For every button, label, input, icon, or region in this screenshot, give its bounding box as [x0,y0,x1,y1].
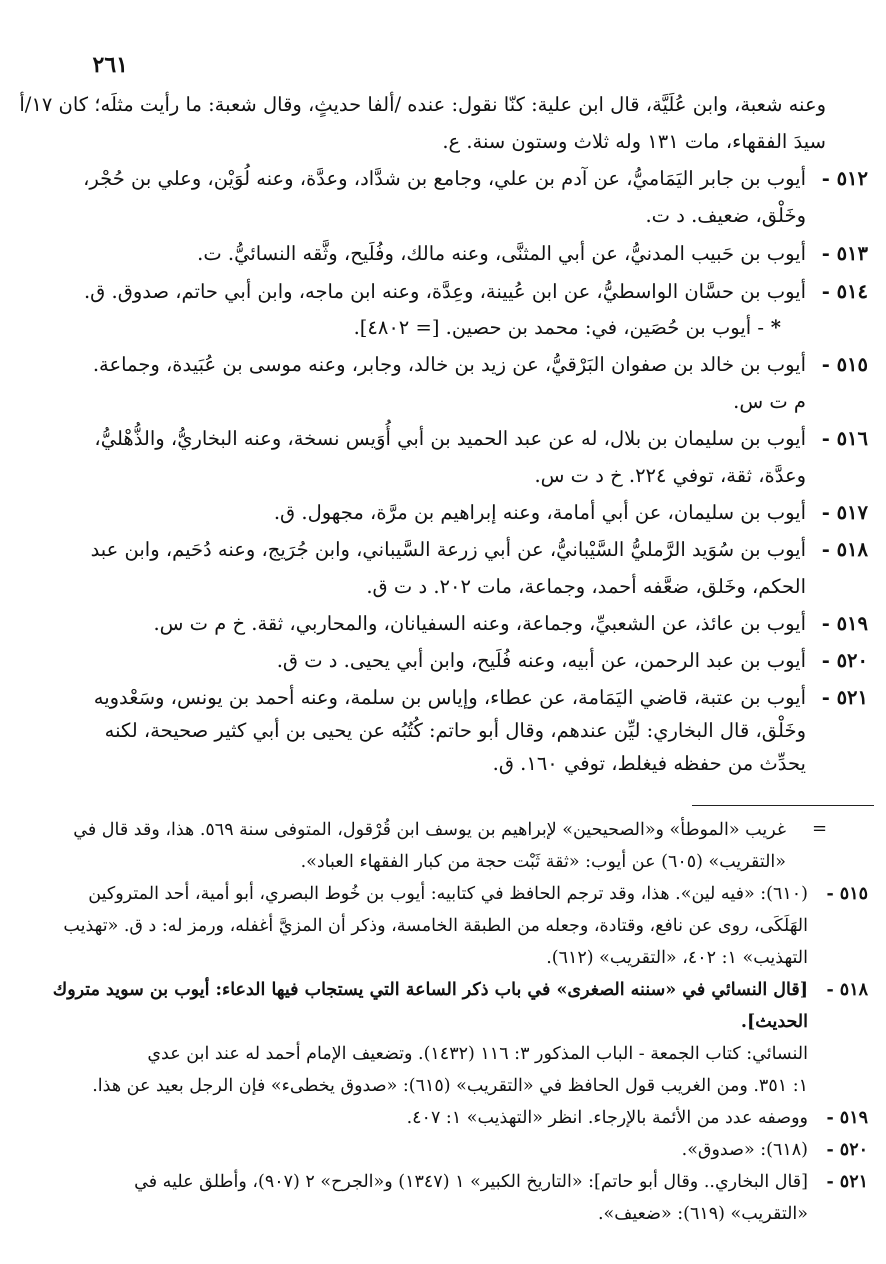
footnote-line: الهَلَكَى، روى عن نافع، وقتادة، وجعله من الطبقة الخامسة، وذكر أن المزيَّ أغفله، ورمز له: د ق. «تهذيب [63,916,808,936]
footnote-separator [692,805,874,806]
footnote-line: ١: ٣٥١. ومن الغريب قول الحافظ في «التقريب» (٦١٥): «صدوق يخطىء» فإن الرجل بعيد عن هذا. [92,1076,808,1096]
footnote-number: ٥١٩ - [826,1108,868,1128]
entry-line: أيوب بن عائذ، عن الشعبيِّ، وجماعة، وعنه السفيانان، والمحاربي، ثقة. خ م ت س. [153,612,806,635]
entry-line: م ت س. [733,390,806,413]
footnote-line: [قال النسائي في «سننه الصغرى» في باب ذكر الساعة التي يستجاب فيها الدعاء: أيوب بن سويد متروك [52,980,808,1000]
entry-number: ٥١٩ - [821,612,868,635]
entry-number: ٥٢١ - [821,686,868,709]
entry-line: الحكم، وخَلق، ضعَّفه أحمد، وجماعة، مات ٢٠٢. د ت ق. [366,575,806,598]
entry-number: ٥١٦ - [821,427,868,450]
footnote-number: ٥٢١ - [826,1172,868,1192]
entry-line: أيوب بن حَبيب المدنيُّ، عن أبي المثنَّى، وعنه مالك، وفُلَيح، وثَّقه النسائيُّ. ت. [197,242,806,265]
footnote-line: «التقريب» (٦١٩): «ضعيف». [597,1204,808,1224]
entry-number: ٥٢٠ - [821,649,868,672]
footnote-line: (٦١٨): «صدوق». [681,1140,808,1160]
entry-line: أيوب بن سُوَيد الرَّمليُّ السَّيْبانيُّ، عن أبي زرعة السَّيباني، وابن جُرَيج، وعنه دُحَيم، وابن عبد [90,538,806,561]
entry-line: - أيوب بن حُصَين، في: محمد بن حصين. [= ٤٨٠٢]. [353,316,764,339]
footnote-line: (٦١٠): «فيه لين». هذا، وقد ترجم الحافظ في كتابيه: أيوب بن خُوط البصري، أبو أمية، أحد المتروكين [88,884,808,904]
entry-line: وعدَّة، ثقة، توفي ٢٢٤. خ د ت س. [534,464,806,487]
entry-line: أيوب بن سليمان بن بلال، له عن عبد الحميد بن أبي أُوَيس نسخة، وعنه البخاريُّ، والذُّهْليُّ، [94,427,806,450]
entry-number: ٥١٢ - [821,167,868,190]
entry-number: ٥١٣ - [821,242,868,265]
entry-line: أيوب بن جابر اليَمَاميُّ، عن آدم بن علي، وجامع بن شدَّاد، وعدَّة، وعنه لُوَيْن، وعلي بن حُجْر، [83,167,806,190]
entry-star: * [770,316,781,339]
entry-line: وخَلْق، ضعيف. د ت. [645,204,806,227]
footnote-line: التهذيب» ١: ٤٠٢، «التقريب» (٦١٢). [546,948,808,968]
entry-line: وعنه شعبة، وابن عُلَيَّة، قال ابن علية: كنّا نقول: عنده /ألفا حديثٍ، وقال شعبة: ما رأيت مثلَه؛ كان ١٧/أ [19,93,826,116]
footnote-number: ٥١٨ - [826,980,868,1000]
entry-line: أيوب بن خالد بن صفوان البَرْقيُّ، عن زيد بن خالد، وجابر، وعنه موسى بن عُبَيدة، وجماعة. [92,353,806,376]
entry-line: أيوب بن سليمان، عن أبي أمامة، وعنه إبراهيم بن مرَّة، مجهول. ق. [273,501,806,524]
entry-number: ٥١٨ - [821,538,868,561]
footnote-continuation-mark: = [812,818,828,839]
footnote-line: الحديث]. [740,1012,808,1032]
entry-number: ٥١٧ - [821,501,868,524]
entry-line: أيوب بن عتبة، قاضي اليَمَامة، عن عطاء، وإياس بن سلمة، وعنه أحمد بن يونس، وسَعْدويه [93,686,806,709]
entry-number: ٥١٥ - [821,353,868,376]
footnote-line: غريب «الموطأ» و«الصحيحين» لإبراهيم بن يوسف ابن قُرْقول، المتوفى سنة ٥٦٩. هذا، وقد قال في [73,820,786,840]
entry-line: أيوب بن حسَّان الواسطيُّ، عن ابن عُيينة، وعِدَّة، وعنه ابن ماجه، وابن أبي حاتم، صدوق. ق. [83,280,806,303]
entry-number: ٥١٤ - [821,280,868,303]
footnote-line: [قال البخاري.. وقال أبو حاتم]: «التاريخ الكبير» ١ (١٣٤٧) و«الجرح» ٢ (٩٠٧)، وأطلق عليه في [134,1172,808,1192]
footnote-line: «التقريب» (٦٠٥) عن أيوب: «ثقة ثَبْت حجة من كبار الفقهاء العباد». [300,852,786,872]
footnote-number: ٥٢٠ - [826,1140,868,1160]
entry-line: وخَلْق، قال البخاري: ليِّن عندهم، وقال أبو حاتم: كُتُبُه عن يحيى بن أبي كثير صحيحة، لكنه [104,719,806,742]
entry-line: أيوب بن عبد الرحمن، عن أبيه، وعنه فُلَيح، وابن أبي يحيى. د ت ق. [276,649,806,672]
footnote-number: ٥١٥ - [826,884,868,904]
entry-line: يحدِّث من حفظه فيغلط، توفي ١٦٠. ق. [492,752,806,775]
entry-line: سيدَ الفقهاء، مات ١٣١ وله ثلاث وستون سنة. ع. [442,130,826,153]
footnote-line: النسائي: كتاب الجمعة - الباب المذكور ٣: ١١٦ (١٤٣٢). وتضعيف الإمام أحمد له عند ابن عدي [147,1044,808,1064]
footnote-line: ووصفه عدد من الأئمة بالإرجاء. انظر «التهذيب» ١: ٤٠٧. [406,1108,808,1128]
page-number: ٢٦١ [92,52,128,78]
